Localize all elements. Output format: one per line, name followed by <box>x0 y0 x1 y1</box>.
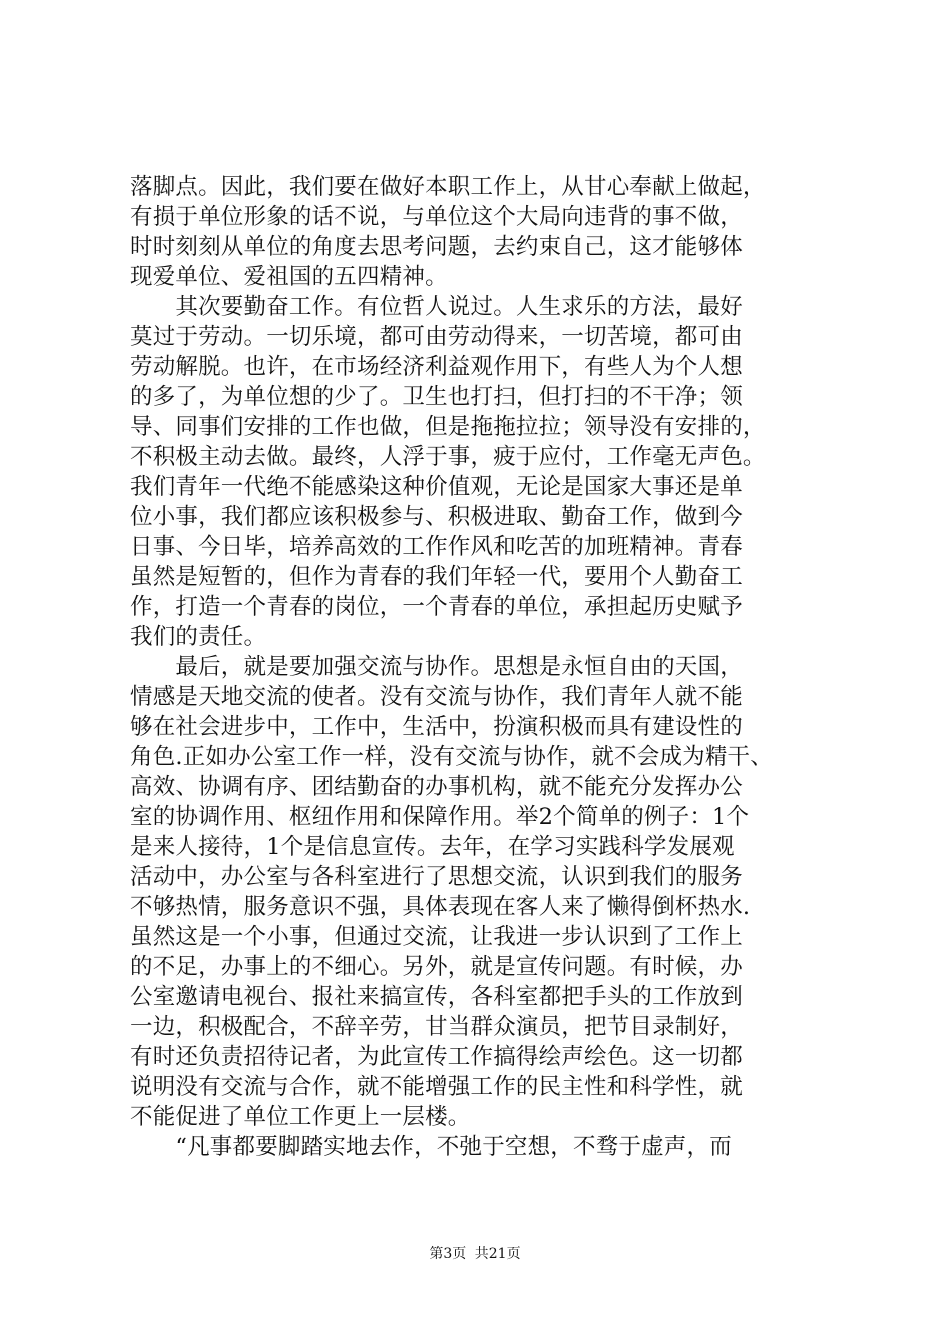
text-line: 有时还负责招待记者，为此宣传工作搞得绘声绘色。这一切都 <box>130 1044 743 1070</box>
text-line: 莫过于劳动。一切乐境，都可由劳动得来，一切苦境，都可由 <box>130 324 743 350</box>
text-line: 活动中，办公室与各科室进行了思想交流，认识到我们的服务 <box>130 864 743 890</box>
text-line: 角色.正如办公室工作一样，没有交流与协作，就不会成为精干、 <box>130 744 773 770</box>
text-line: 现爱单位、爱祖国的五四精神。 <box>130 264 448 290</box>
document-body <box>130 172 830 1162</box>
text-line: 高效、协调有序、团结勤奋的办事机构，就不能充分发挥办公 <box>130 774 743 800</box>
text-line: 不能促进了单位工作更上一层楼。 <box>130 1104 471 1130</box>
text-line: 的多了，为单位想的少了。卫生也打扫，但打扫的不干净；领 <box>130 384 743 410</box>
text-line: 日事、今日毕，培养高效的工作作风和吃苦的加班精神。青春 <box>130 534 743 560</box>
text-line: 其次要勤奋工作。有位哲人说过。人生求乐的方法，最好 <box>130 294 743 320</box>
text-line: 劳动解脱。也许，在市场经济利益观作用下，有些人为个人想 <box>130 354 743 380</box>
page-footer <box>0 1244 950 1264</box>
text-line: 室的协调作用、枢纽作用和保障作用。举2个简单的例子：1个 <box>130 804 750 830</box>
text-line: 导、同事们安排的工作也做，但是拖拖拉拉；领导没有安排的， <box>130 414 766 440</box>
text-line: 够在社会进步中，工作中，生活中，扮演积极而具有建设性的 <box>130 714 743 740</box>
text-line: 我们青年一代绝不能感染这种价值观，无论是国家大事还是单 <box>130 474 743 500</box>
text-line: 一边，积极配合，不辞辛劳，甘当群众演员，把节目录制好， <box>130 1014 743 1040</box>
text-line: 情感是天地交流的使者。没有交流与协作，我们青年人就不能 <box>130 684 743 710</box>
page-number: 第3页 <box>429 1246 467 1262</box>
text-line: 位小事，我们都应该积极参与、积极进取、勤奋工作，做到今 <box>130 504 743 530</box>
text-line: 是来人接待，1个是信息宣传。去年，在学习实践科学发展观 <box>130 834 735 860</box>
text-line: 最后，就是要加强交流与协作。思想是永恒自由的天国， <box>130 654 743 680</box>
text-line: 落脚点。因此，我们要在做好本职工作上，从甘心奉献上做起， <box>130 174 766 200</box>
text-line: 不积极主动去做。最终，人浮于事，疲于应付，工作毫无声色。 <box>130 444 766 470</box>
total-pages: 共21页 <box>474 1246 521 1262</box>
text-line: 公室邀请电视台、报社来搞宣传，各科室都把手头的工作放到 <box>130 984 743 1010</box>
text-line: 作，打造一个青春的岗位，一个青春的单位，承担起历史赋予 <box>130 594 743 620</box>
text-line: “凡事都要脚踏实地去作，不弛于空想，不骛于虚声，而 <box>130 1134 732 1160</box>
text-line: 我们的责任。 <box>130 624 267 650</box>
text-line: 虽然这是一个小事，但通过交流，让我进一步认识到了工作上 <box>130 924 743 950</box>
text-line: 不够热情，服务意识不强，具体表现在客人来了懒得倒杯热水. <box>130 894 751 920</box>
text-line: 有损于单位形象的话不说，与单位这个大局向违背的事不做， <box>130 204 743 230</box>
text-line: 的不足，办事上的不细心。另外，就是宣传问题。有时候，办 <box>130 954 743 980</box>
text-line: 时时刻刻从单位的角度去思考问题，去约束自己，这才能够体 <box>130 234 743 260</box>
text-line: 虽然是短暂的，但作为青春的我们年轻一代，要用个人勤奋工 <box>130 564 743 590</box>
text-line: 说明没有交流与合作，就不能增强工作的民主性和科学性，就 <box>130 1074 743 1100</box>
